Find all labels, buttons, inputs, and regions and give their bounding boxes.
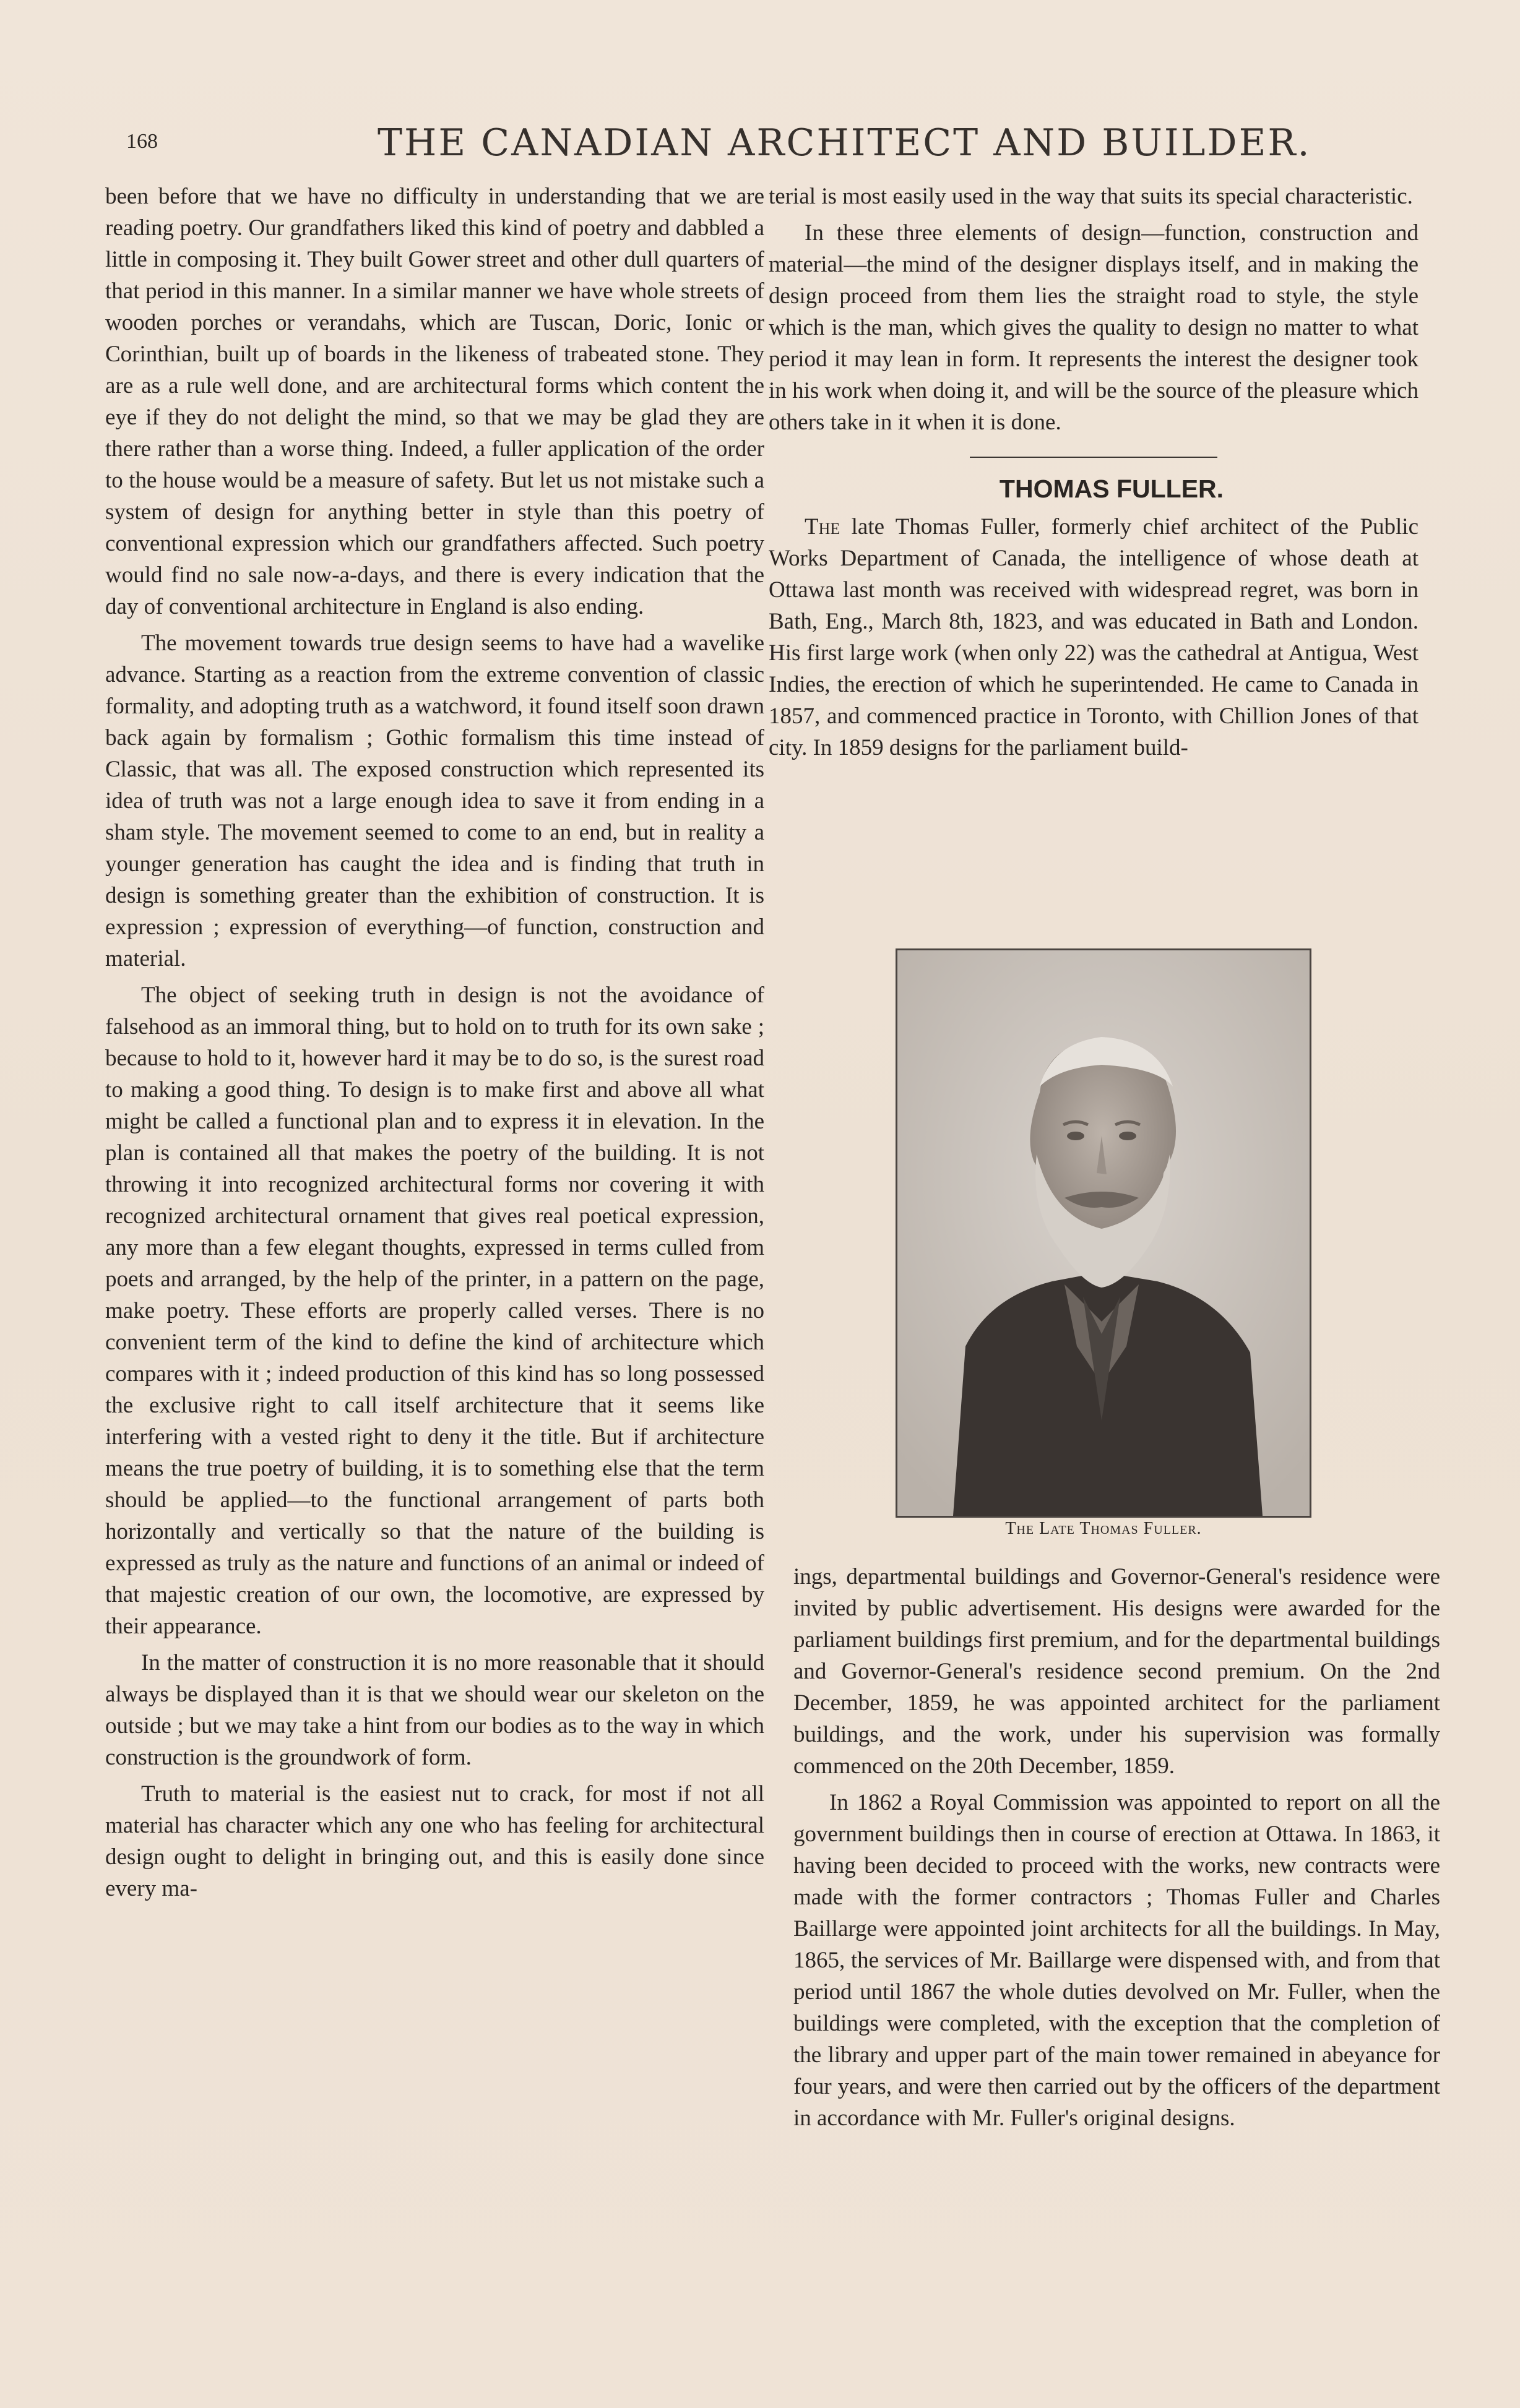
portrait-photo	[896, 948, 1311, 1518]
paragraph: Truth to material is the easiest nut to crack, for most if not all material has character which any one who has feeling for architectural design ought to delight in bringing out, and this is easily done since every ma-	[105, 1781, 764, 1901]
right-column-bottom	[793, 1561, 1440, 2134]
paragraph: been before that we have no difficulty in understanding that we are reading poetry. Our grandfathers liked this kind of poetry and dabbled a little in composing it. They built Gower street and other dull quarters of that period in this manner. In a similar manner we have whole streets of wooden porches or verandahs, which are Tuscan, Doric, Ionic or Corinthian, built up of boards in the likeness of trabeated stone. They are as a rule well done, and are architectural forms which content the eye if they do not delight the mind, so that we may be glad they are there rather than a worse thing. Indeed, a fuller application of the order to the house would be a measure of safety. But let us not mistake such a system of design for anything better in style than this poetry of conventional expression which our grandfathers affected. Such poetry would find no sale now-a-days, and there is every indication that the day of conventional architecture in England is also ending.	[105, 184, 764, 619]
paragraph: In the matter of construction it is no more reasonable that it should always be displayed than it is that we should wear our skeleton on the outside ; but we may take a hint from our bodies as to the way in which construction is the groundwork of form.	[105, 1650, 764, 1770]
paragraph: terial is most easily used in the way that suits its special characteristic.	[769, 184, 1413, 209]
section-divider	[970, 457, 1217, 458]
page-number: 168	[126, 130, 158, 153]
paragraph: ings, departmental buildings and Governor-General's residence were invited by public advertisement. His designs were awarded for the parliament buildings first premium, and for the departmental buildings and Governor-General's residence second premium. On the 2nd December, 1859, he was appointed architect for the parliament buildings, and the work, under his supervision was formally commenced on the 20th December, 1859.	[793, 1564, 1441, 1779]
left-column	[105, 181, 764, 1904]
right-column-top	[769, 181, 1419, 763]
paragraph: In these three elements of design—function, construction and material—the mind of the designer displays itself, and in making the design proceed from them lies the straight road to style, the style which is the man, which gives the quality to design no matter to what period it may lean in form. It represents the interest the designer took in his work when doing it, and will be the source of the pleasure which others take in it when it is done.	[769, 220, 1419, 435]
portrait-image	[897, 950, 1310, 1516]
journal-title: THE CANADIAN ARCHITECT AND BUILDER.	[378, 121, 1311, 165]
page-header	[118, 121, 1436, 171]
article-paragraph	[769, 511, 1419, 763]
article-paragraph-text: late Thomas Fuller, formerly chief architect of the Public Works Department of Canada, the intelligence of whose death at Ottawa last month was received with widespread regret, was born in Bath, Eng., March 8th, 1823, and was educated in Bath and London. His first large work (when only 22) was the cathedral at Antigua, West Indies, the erection of which he superintended. He came to Canada in 1857, and commenced practice in Toronto, with Chillion Jones of that city. In 1859 designs for the parliament build-	[769, 514, 1419, 760]
paragraph: In 1862 a Royal Commission was appointed to report on all the government buildings then in course of erection at Ottawa. In 1863, it having been decided to proceed with the works, new contracts were made with the former contractors ; Thomas Fuller and Charles Baillarge were appointed joint architects for all the buildings. In May, 1865, the services of Mr. Baillarge were dispensed with, and from that period until 1867 the whole duties devolved on Mr. Fuller, when the buildings were completed, with the exception that the completion of the library and upper part of the main tower remained in abeyance for four years, and were then carried out by the officers of the department in accordance with Mr. Fuller's original designs.	[793, 1790, 1440, 2131]
article-lead-word: The	[805, 514, 840, 540]
article-title: THOMAS FULLER.	[999, 475, 1224, 503]
paragraph: The object of seeking truth in design is not the avoidance of falsehood as an immoral thing, but to hold on to truth for its own sake ; because to hold to it, however hard it may be to do so, is the surest road to making a good thing. To design is to make first and above all what might be called a functional plan and to express it in elevation. In the plan is contained all that makes the poetry of the building. It is not throwing it into recognized architectural forms nor covering it with recognized architectural ornament that gives real poetical expression, any more than a few elegant thoughts, expressed in terms culled from poets and arranged, by the help of the printer, in a pattern on the page, make poetry. These efforts are properly called verses. There is no convenient term of the kind to define the kind of architecture which compares with it ; indeed production of this kind has so long possessed the exclusive right to call itself architecture that it seems like interfering with a vested right to deny it the title. But if architecture means the true poetry of building, it is to something else that the term should be applied—to the functional arrangement of parts both horizontally and vertically so that the nature of the building is expressed as truly as the nature and functions of an animal or indeed of that majestic creation of our own, the locomotive, are expressed by their appearance.	[105, 983, 764, 1639]
photo-caption: The Late Thomas Fuller.	[1005, 1519, 1202, 1538]
paragraph: The movement towards true design seems to have had a wavelike advance. Starting as a reaction from the extreme convention of classic formality, and adopting truth as a watchword, it found itself soon drawn back again by formalism ; Gothic formalism this time instead of Classic, that was all. The exposed construction which represented its idea of truth was not a large enough idea to save it from ending in a sham style. The movement seemed to come to an end, but in reality a younger generation has caught the idea and is finding that truth in design is something greater than the exhibition of construction. It is expression ; expression of everything—of function, construction and material.	[105, 630, 764, 971]
